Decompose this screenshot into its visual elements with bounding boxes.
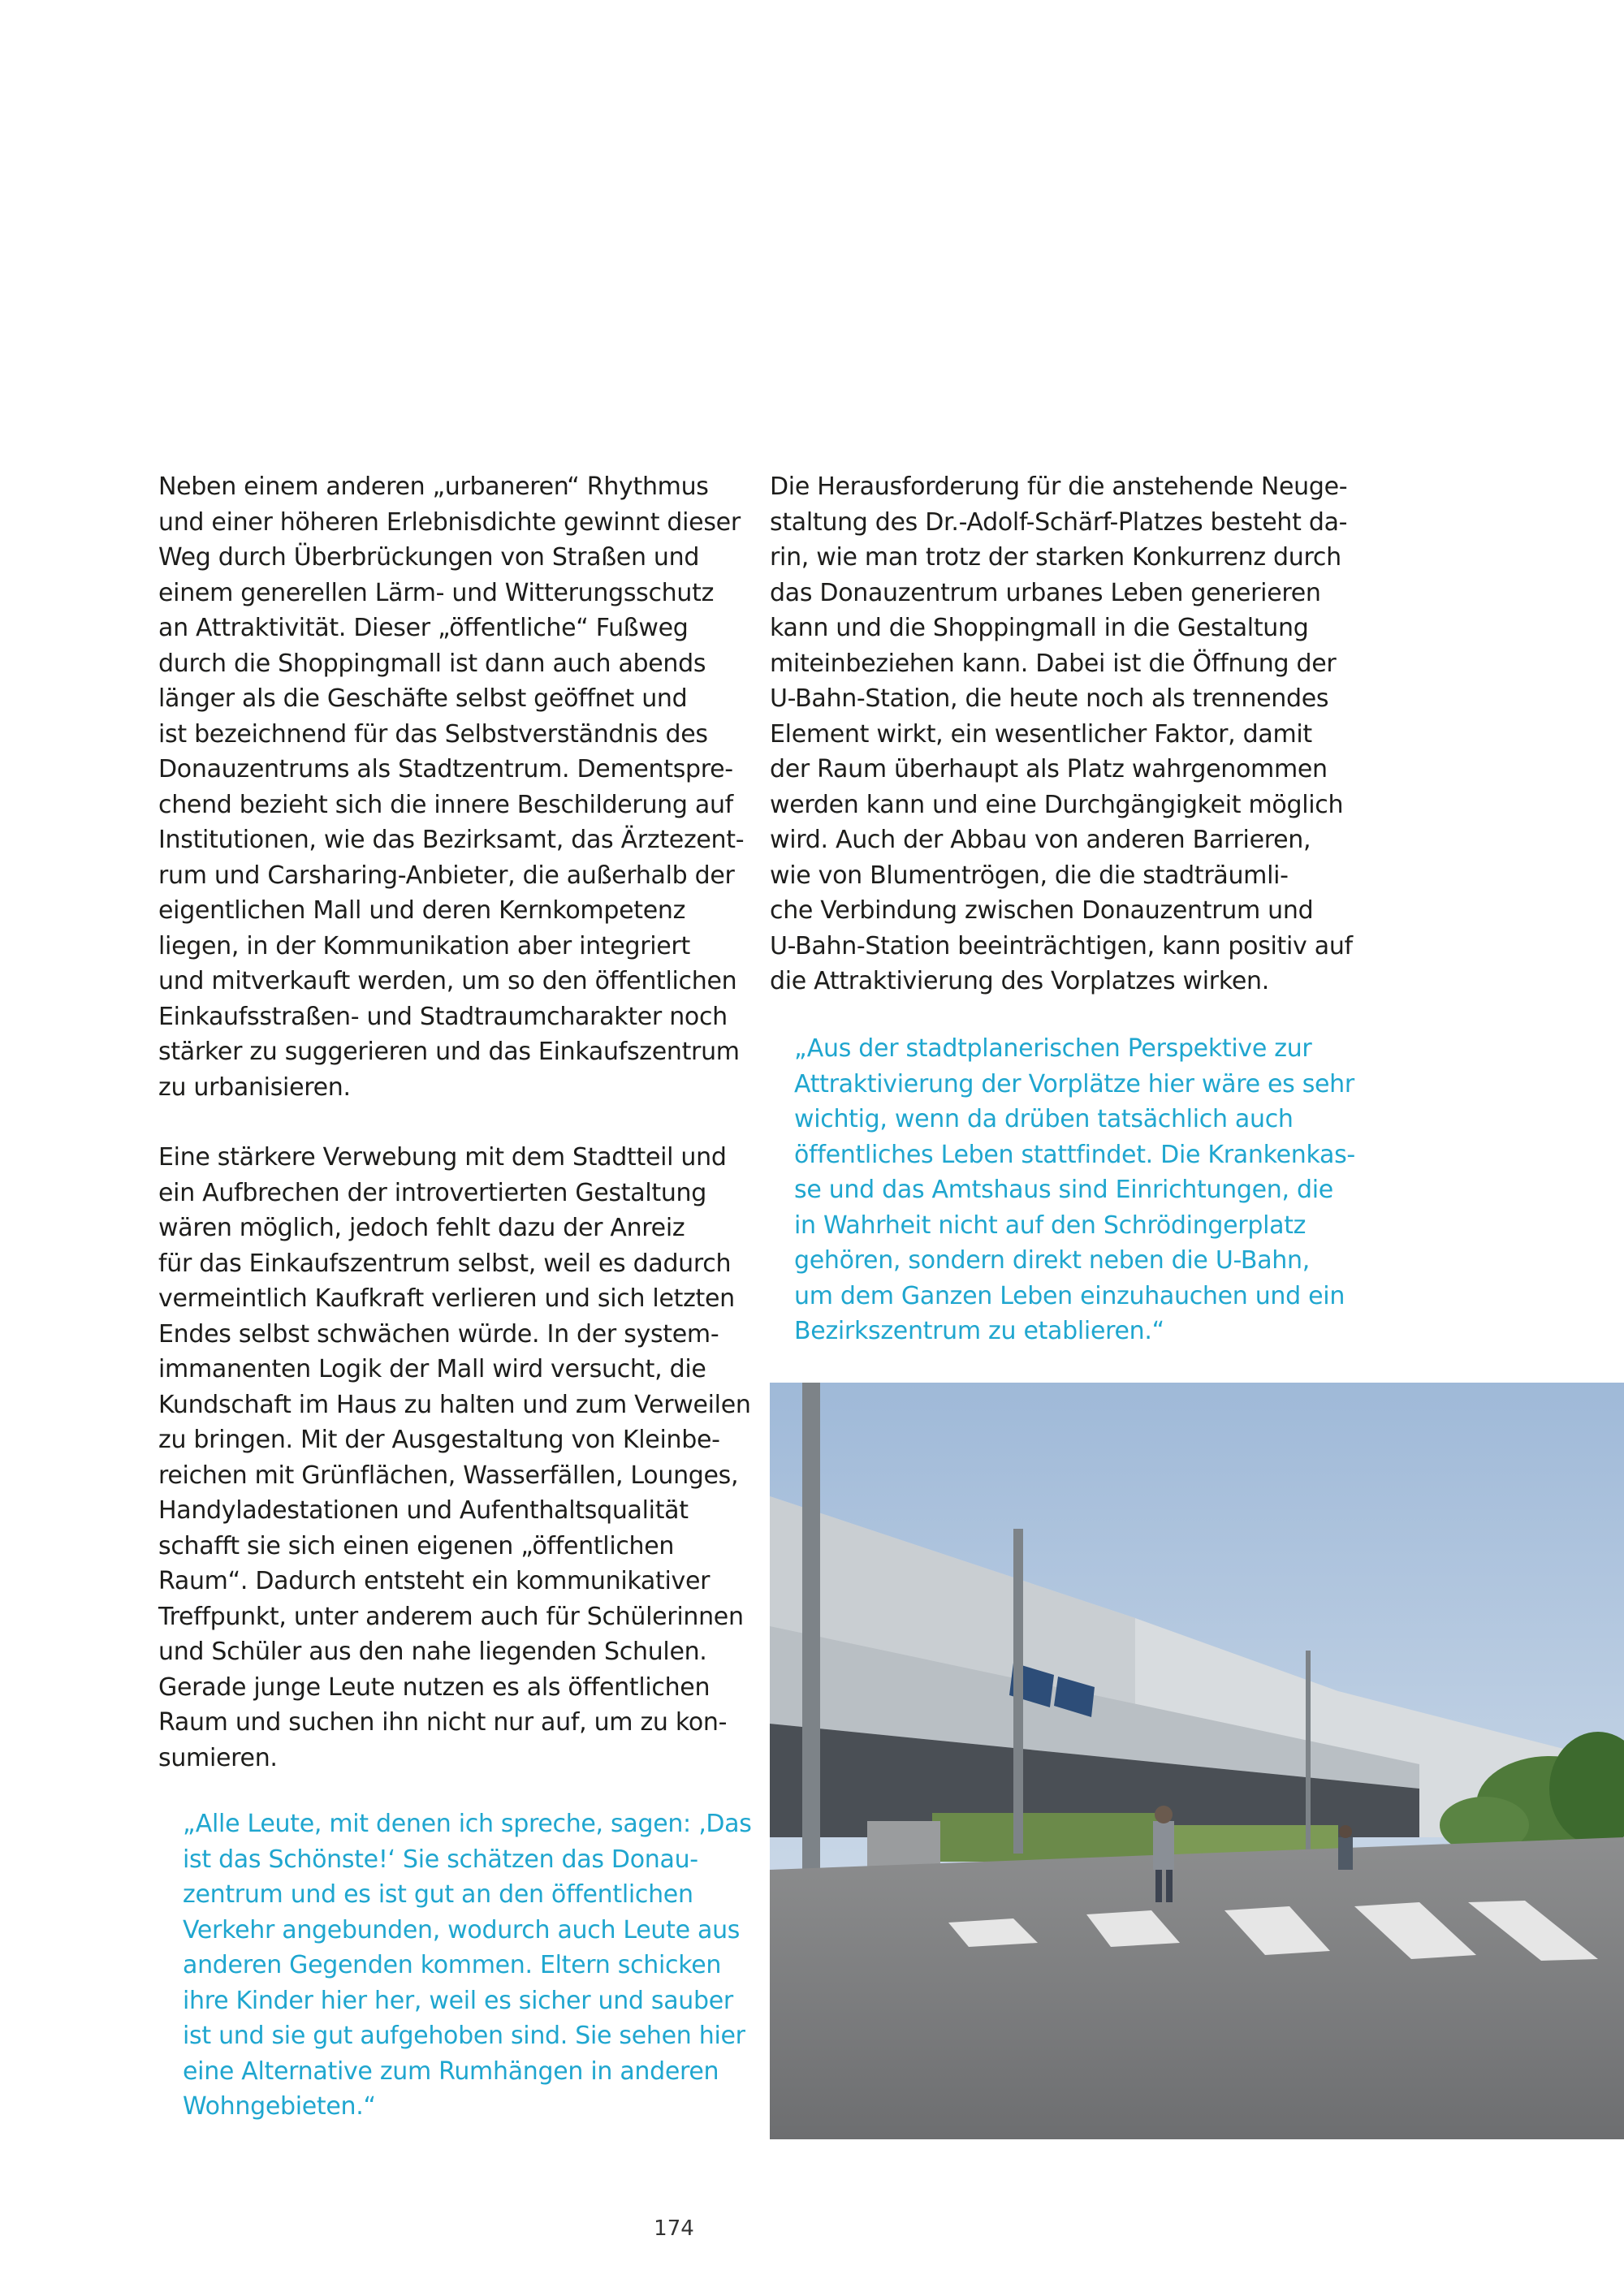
text-line: das Donauzentrum urbanes Leben generieren	[770, 578, 1321, 607]
text-line: rin, wie man trotz der starken Konkurrenz durch	[770, 543, 1341, 572]
photo-illustration	[770, 1383, 1624, 2139]
text-line: Bezirkszentrum zu etablieren.“	[794, 1317, 1164, 1345]
text-line: Attraktivierung der Vorplätze hier wäre es sehr	[794, 1069, 1354, 1098]
text-line: sumieren.	[158, 1743, 278, 1772]
text-line: zentrum und es ist gut an den öffentlichen	[183, 1880, 693, 1909]
text-line: eigentlichen Mall und deren Kernkompetenz	[158, 896, 686, 925]
page-number: 174	[654, 2216, 694, 2241]
text-line: der Raum überhaupt als Platz wahrgenommen	[770, 755, 1328, 783]
text-line: stärker zu suggerieren und das Einkaufszentrum	[158, 1038, 740, 1066]
text-line: wichtig, wenn da drüben tatsächlich auch	[794, 1105, 1294, 1133]
text-line: „Alle Leute, mit denen ich spreche, sagen: ‚Das	[183, 1810, 752, 1838]
text-line: ein Aufbrechen der introvertierten Gestaltung	[158, 1178, 706, 1207]
text-line: Raum und suchen ihn nicht nur auf, um zu kon-	[158, 1708, 728, 1737]
paragraph-gap	[158, 1105, 743, 1140]
text-line: wie von Blumentrögen, die die stadträumli-	[770, 861, 1289, 890]
text-line: öffentliches Leben stattfindet. Die Krankenkas-	[794, 1140, 1355, 1169]
text-line: Eine stärkere Verwebung mit dem Stadtteil und	[158, 1143, 727, 1172]
text-line: rum und Carsharing-Anbieter, die außerhalb der	[158, 861, 735, 890]
text-line: Die Herausforderung für die anstehende Neuge-	[770, 473, 1348, 501]
text-line: kann und die Shoppingmall in die Gestaltung	[770, 614, 1309, 642]
text-line: chend bezieht sich die innere Beschilderung auf	[158, 790, 733, 819]
text-line: Treffpunkt, unter anderem auch für Schülerinnen	[158, 1602, 744, 1631]
text-line: um dem Ganzen Leben einzuhauchen und ein	[794, 1281, 1345, 1310]
text-line: und mitverkauft werden, um so den öffentlichen	[158, 967, 737, 995]
text-line: Raum“. Dadurch entsteht ein kommunikativer	[158, 1567, 710, 1595]
body-paragraph	[770, 469, 1354, 999]
pull-quote	[183, 1806, 751, 2125]
text-line: Donauzentrums als Stadtzentrum. Dementspre-	[158, 755, 733, 783]
text-line: staltung des Dr.-Adolf-Schärf-Platzes besteht da-	[770, 507, 1348, 537]
text-line: eine Alternative zum Rumhängen in anderen	[183, 2056, 719, 2086]
text-line: an Attraktivität. Dieser „öffentliche“ Fußweg	[158, 614, 689, 642]
text-line: schafft sie sich einen eigenen „öffentlichen	[158, 1531, 675, 1560]
text-line: reichen mit Grünflächen, Wasserfällen, Lounges,	[158, 1461, 739, 1490]
text-line: wird. Auch der Abbau von anderen Barrieren,	[770, 826, 1311, 854]
text-line: durch die Shoppingmall ist dann auch abends	[158, 649, 706, 678]
right-column	[770, 469, 1354, 999]
text-line: die Attraktivierung des Vorplatzes wirken.	[770, 967, 1269, 995]
text-line: in Wahrheit nicht auf den Schrödingerplatz	[794, 1211, 1307, 1240]
text-line: und Schüler aus den nahe liegenden Schulen.	[158, 1638, 707, 1666]
text-line: ihre Kinder hier her, weil es sicher und sauber	[183, 1986, 733, 2015]
text-line: „Aus der stadtplanerischen Perspektive zur	[794, 1034, 1312, 1063]
text-line: vermeintlich Kaufkraft verlieren und sich letzten	[158, 1284, 735, 1313]
text-line: ist das Schönste!‘ Sie schätzen das Donau-	[183, 1845, 698, 1874]
text-line: miteinbeziehen kann. Dabei ist die Öffnung der	[770, 649, 1337, 678]
text-line: länger als die Geschäfte selbst geöffnet und	[158, 684, 688, 713]
text-line: für das Einkaufszentrum selbst, weil es dadurch	[158, 1249, 732, 1278]
text-line: zu urbanisieren.	[158, 1072, 351, 1102]
body-paragraph	[158, 1140, 751, 1776]
text-line: ist und sie gut aufgehoben sind. Sie sehen hier	[183, 2022, 745, 2050]
text-line: Kundschaft im Haus zu halten und zum Verweilen	[158, 1390, 751, 1419]
text-line: anderen Gegenden kommen. Eltern schicken	[183, 1951, 722, 1979]
text-line: Weg durch Überbrückungen von Straßen und	[158, 543, 700, 572]
text-line: che Verbindung zwischen Donauzentrum und	[770, 896, 1314, 925]
text-line: liegen, in der Kommunikation aber integriert	[158, 931, 690, 960]
text-line: U-Bahn-Station, die heute noch als trennendes	[770, 684, 1329, 713]
text-line: Gerade junge Leute nutzen es als öffentlichen	[158, 1672, 710, 1702]
text-line: Endes selbst schwächen würde. In der system-	[158, 1319, 719, 1349]
text-line: Element wirkt, ein wesentlicher Faktor, damit	[770, 719, 1312, 749]
body-paragraph	[158, 469, 743, 1105]
text-line: immanenten Logik der Mall wird versucht, die	[158, 1355, 706, 1383]
text-line: und einer höheren Erlebnisdichte gewinnt dieser	[158, 507, 741, 537]
text-line: Institutionen, wie das Bezirksamt, das Ärztezent-	[158, 826, 745, 854]
text-line: werden kann und eine Durchgängigkeit möglich	[770, 790, 1344, 819]
text-line: Handyladestationen und Aufenthaltsqualität	[158, 1496, 689, 1525]
text-line: wären möglich, jedoch fehlt dazu der Anreiz	[158, 1214, 685, 1242]
text-line: Einkaufsstraßen- und Stadtraumcharakter noch	[158, 1002, 728, 1031]
text-line: Verkehr angebunden, wodurch auch Leute aus	[183, 1915, 741, 1944]
street-photo	[770, 1383, 1624, 2139]
text-line: Wohngebieten.“	[183, 2092, 376, 2121]
pull-quote	[794, 1031, 1363, 1349]
text-line: U-Bahn-Station beeinträchtigen, kann positiv auf	[770, 931, 1353, 960]
text-line: einem generellen Lärm- und Witterungsschutz	[158, 578, 715, 607]
text-line: gehören, sondern direkt neben die U-Bahn,	[794, 1246, 1310, 1275]
text-line: ist bezeichnend für das Selbstverständnis des	[158, 719, 708, 749]
text-line: Neben einem anderen „urbaneren“ Rhythmus	[158, 473, 709, 501]
text-line: zu bringen. Mit der Ausgestaltung von Kleinbe-	[158, 1426, 720, 1454]
text-line: se und das Amtshaus sind Einrichtungen, die	[794, 1176, 1333, 1204]
left-column	[158, 469, 751, 1776]
